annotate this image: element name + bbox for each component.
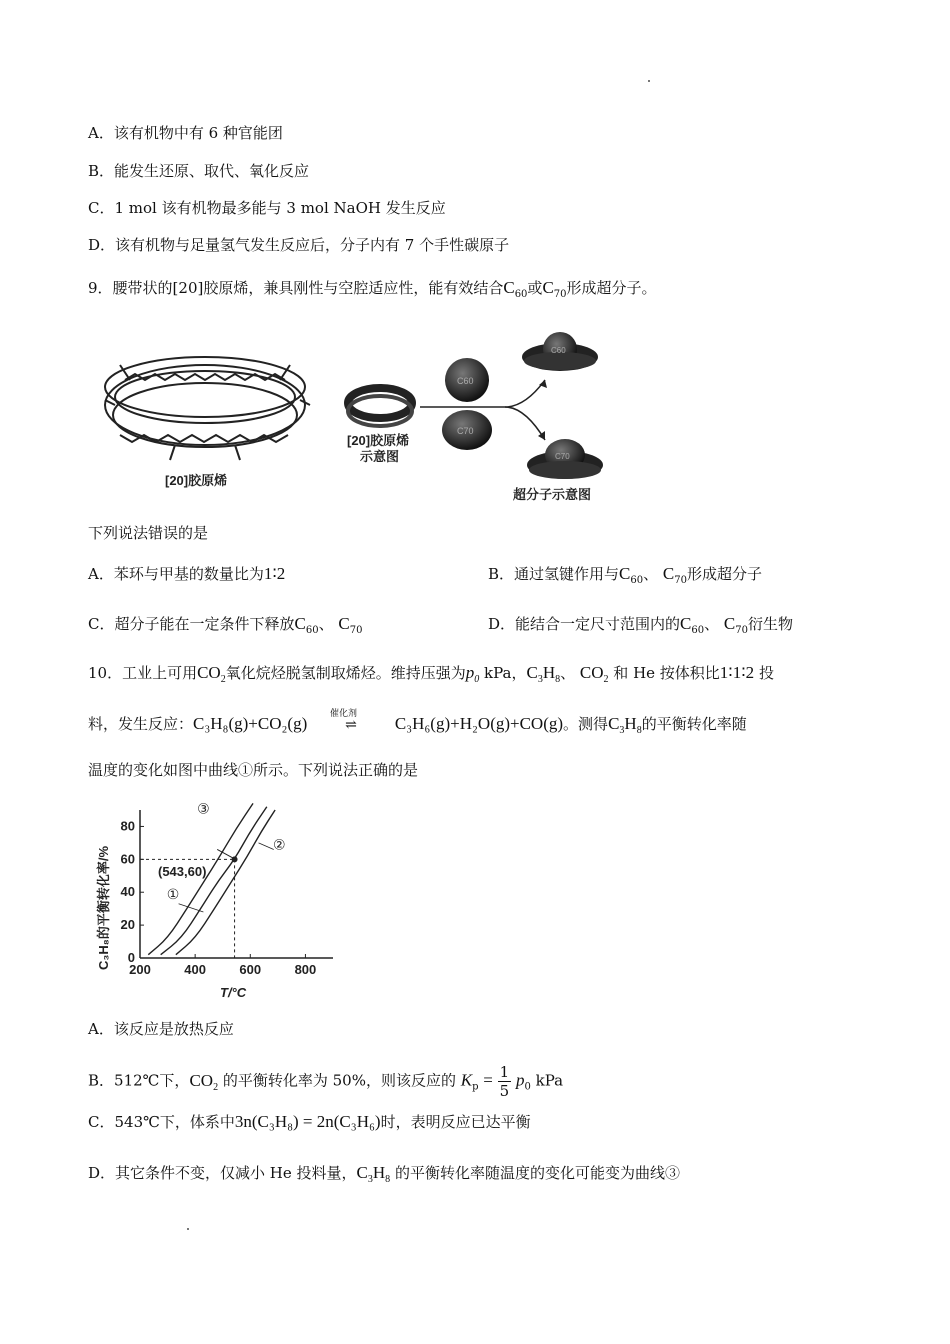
svg-text:C70: C70 — [457, 426, 474, 436]
svg-text:C60: C60 — [551, 346, 566, 355]
data-point — [232, 856, 238, 862]
conversion-chart — [88, 800, 348, 1005]
q9-option-c: C．超分子能在一定条件下释放$C_{60}$、 $C_{70}$ — [88, 614, 363, 636]
q9-stem: 9．腰带状的[20]胶原烯，兼具刚性与空腔适应性，能有效结合$C_{60}$或$C_{70}$形成超分子。 — [88, 278, 657, 300]
q10-stem-line2: 料，发生反应：C₃H₈(g)+CO₂(g) 催化剂 ⇌ C₃H₆(g)+H₂O(g)+CO(g)。测得$C_3H_8$的平衡转化率随 — [88, 713, 747, 742]
q8-option-b: B．能发生还原、取代、氧化反应 — [88, 162, 310, 180]
series-curve-1 — [161, 807, 267, 955]
q9-figure — [95, 325, 615, 505]
svg-text:C70: C70 — [555, 452, 570, 461]
series-label-1: ① — [166, 885, 180, 902]
label-leader-1 — [179, 904, 204, 912]
series-label-2: ② — [272, 836, 286, 853]
y-tick-label: 60 — [120, 851, 135, 867]
collarene-caption: [20]胶原烯 — [165, 473, 228, 488]
series-curve-3 — [148, 803, 253, 954]
q10-option-b: B．512℃下，$CO_2$ 的平衡转化率为 50%，则该反应的 $K_p$ = $\frac{1}{5}$ $p_0$ kPa — [88, 1063, 564, 1100]
x-tick-label: 800 — [294, 962, 317, 977]
q9-option-b: B．通过氢键作用与$C_{60}$、 $C_{70}$形成超分子 — [488, 564, 762, 586]
q10-stem-line1: 10．工业上可用$CO_2$氧化烷烃脱氢制取烯烃。维持压强为$p_0$ kPa，$C_3H_8$、 $CO_2$ 和 He 按体积比1∶1∶2 投 — [88, 663, 774, 685]
supramolecule-caption: 超分子示意图 — [513, 487, 592, 502]
ring-schematic — [348, 388, 412, 426]
y-tick-label: 80 — [120, 818, 135, 834]
q10-option-a: A．该反应是放热反应 — [88, 1020, 234, 1038]
svg-text:C60: C60 — [457, 376, 474, 386]
ring-caption-1: [20]胶原烯 — [347, 433, 410, 448]
chart-ylabel: C₃H₈的平衡转化率/% — [96, 845, 111, 970]
x-tick-label: 400 — [184, 962, 206, 977]
q9-question: 下列说法错误的是 — [88, 524, 209, 542]
q9-option-d: D．能结合一定尺寸范围内的$C_{60}$、 $C_{70}$衍生物 — [488, 614, 793, 636]
q10-option-d: D．其它条件不变，仅减小 He 投料量，$C_3H_8$ 的平衡转化率随温度的变化可能变为曲线③ — [88, 1163, 680, 1185]
series-curve-2 — [176, 810, 275, 955]
series-label-3: ③ — [197, 800, 210, 817]
label-leader-2 — [259, 843, 274, 850]
collarene-structure — [105, 357, 310, 460]
q10-stem-line3: 温度的变化如图中曲线①所示。下列说法正确的是 — [88, 761, 419, 779]
chart-xlabel: T/°C — [220, 985, 247, 1000]
catalyst-label: 催化剂 — [330, 709, 358, 719]
q9-option-a: A．苯环与甲基的数量比为1∶2 — [88, 564, 286, 583]
q8-option-c: C．1 mol 该有机物最多能与 3 mol NaOH 发生反应 — [88, 199, 446, 217]
ring-caption-2: 示意图 — [360, 449, 400, 464]
y-tick-label: 20 — [120, 917, 135, 933]
y-tick-label: 40 — [120, 884, 135, 900]
q8-option-d: D．该有机物与足量氢气发生反应后，分子内有 7 个手性碳原子 — [88, 236, 510, 254]
chart-annotation: (543,60) — [158, 864, 207, 879]
q8-option-a: A．该有机物中有 6 种官能团 — [88, 124, 283, 142]
x-tick-label: 200 — [129, 962, 151, 977]
x-tick-label: 600 — [239, 962, 262, 977]
q10-option-c: C．543℃下，体系中3n(C₃H₈) = 2n(C₃H₆)时，表明反应已达平衡 — [88, 1112, 531, 1131]
y-tick-label: 0 — [127, 950, 135, 965]
